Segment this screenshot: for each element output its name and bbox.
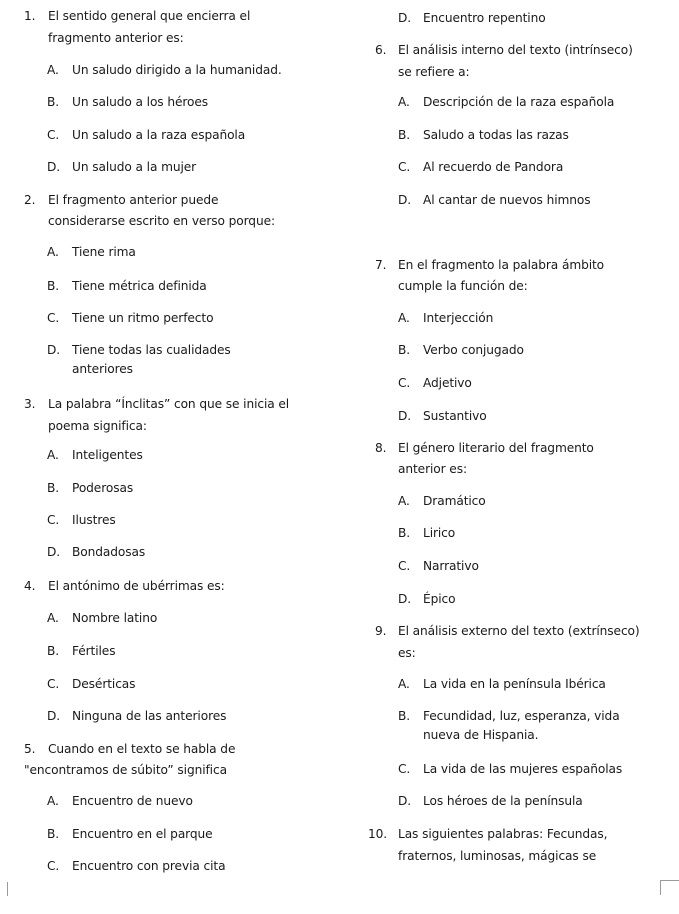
question-number: 1. (24, 9, 36, 23)
question-text: El análisis interno del texto (intrínseco) se refiere a: (398, 43, 633, 79)
question-text: El fragmento anterior puede considerarse escrito en verso porque: (48, 193, 275, 228)
question-number: 3. (24, 397, 36, 411)
question-text: La palabra “Ínclitas” con que se inicia el poema significa: (48, 397, 290, 433)
question-text: El antónimo de ubérrimas es: (48, 579, 225, 593)
question-number: 8. (375, 441, 387, 455)
question-number: 10. (368, 827, 388, 841)
question-text: El sentido general que encierra el fragmento anterior es: (48, 9, 251, 45)
crop-mark-left (7, 882, 8, 896)
question-text: El género literario del fragmento anterior es: (398, 441, 594, 476)
question-text: En el fragmento la palabra ámbito cumple la función de: (398, 258, 605, 293)
question-number: 2. (24, 193, 36, 207)
question-text: Las siguientes palabras: Fecundas, fraternos, luminosas, mágicas se (398, 827, 608, 863)
question-text: Cuando en el texto se habla de "encontramos de súbito” significa (24, 742, 236, 777)
question-number: 9. (375, 624, 387, 638)
crop-mark-right (660, 880, 679, 895)
question-number: 5. (24, 742, 36, 756)
question-number: 7. (375, 258, 387, 272)
question-text: El análisis externo del texto (extrínseco) es: (398, 624, 640, 660)
question-number: 6. (375, 43, 387, 57)
question-number: 4. (24, 579, 36, 593)
